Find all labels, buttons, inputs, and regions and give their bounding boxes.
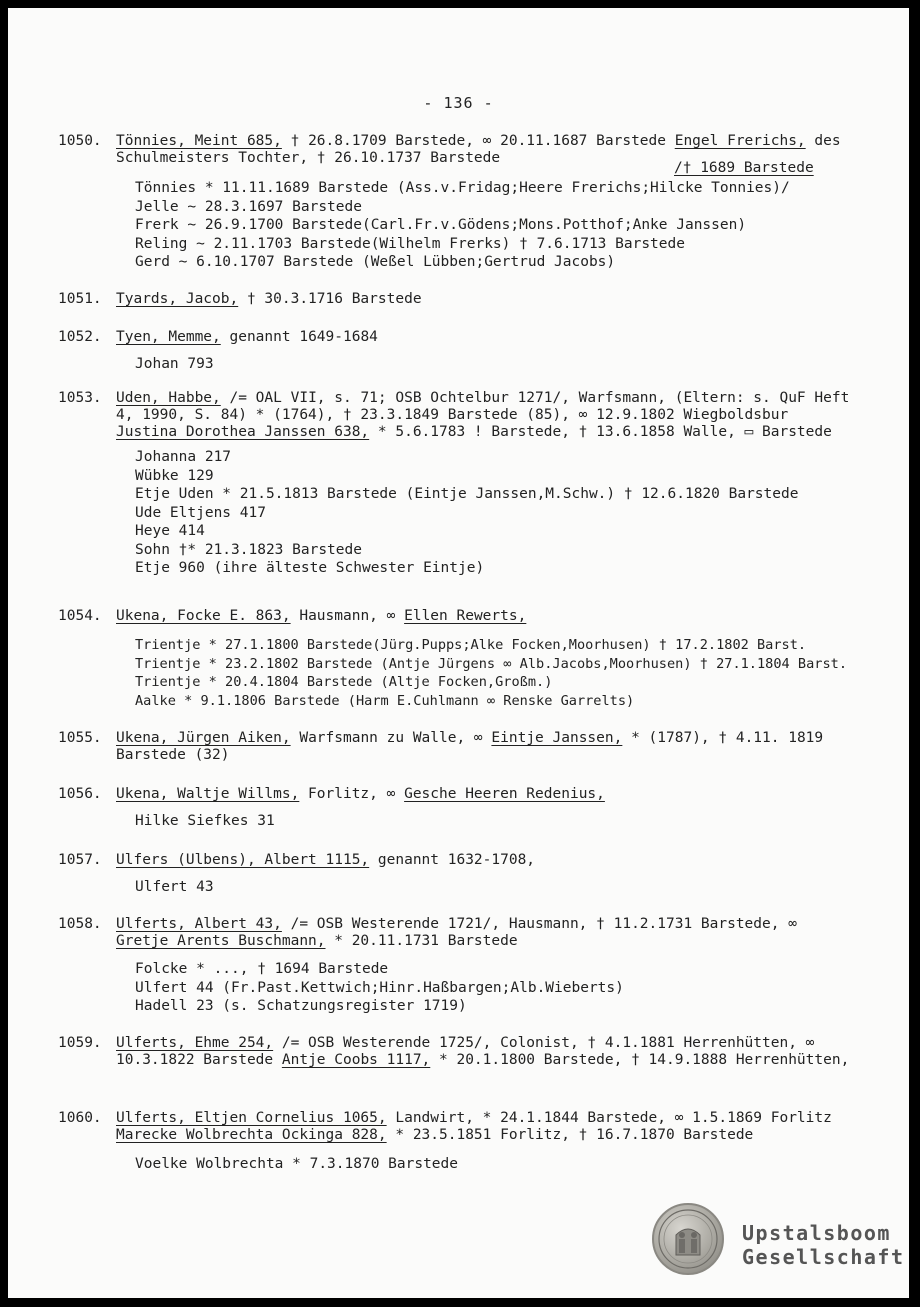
entry-name: Ulfers (Ulbens), Albert 1115, bbox=[116, 852, 370, 868]
entry-1053 bbox=[58, 390, 858, 579]
children-list bbox=[135, 1156, 858, 1175]
entry-name: Ulferts, Ehme 254, bbox=[116, 1035, 274, 1051]
child-line: Ulfert 44 (Fr.Past.Kettwich;Hinr.Haßbargen;Alb.Wieberts) bbox=[135, 979, 624, 996]
entry-spouse: Gesche Heeren Redenius, bbox=[404, 786, 605, 802]
entry-text2: * (1787), † 4.11. 1819 Barstede (32) bbox=[116, 730, 824, 763]
entry-1054 bbox=[58, 608, 858, 711]
entry-1059 bbox=[58, 1035, 858, 1069]
entry-number: 1052. bbox=[58, 329, 102, 345]
child-line: Ude Eltjens 417 bbox=[135, 504, 266, 521]
logo-line1: Upstalsboom bbox=[742, 1221, 891, 1245]
entry-text2: * 23.5.1851 Forlitz, † 16.7.1870 Barstede bbox=[386, 1127, 754, 1143]
entry-spouse: Antje Coobs 1117, bbox=[281, 1052, 431, 1068]
children-list bbox=[135, 879, 858, 898]
child-line: Etje 960 (ihre älteste Schwester Eintje) bbox=[135, 560, 485, 576]
child-line: Ulfert 43 bbox=[135, 879, 214, 895]
entry-number: 1050. bbox=[58, 133, 102, 149]
children-list bbox=[135, 180, 858, 273]
seal-icon bbox=[652, 1203, 724, 1275]
child-line: Etje Uden * 21.5.1813 Barstede (Eintje Janssen,M.Schw.) † 12.6.1820 Barstede bbox=[135, 486, 799, 502]
child-line: Voelke Wolbrechta * 7.3.1870 Barstede bbox=[135, 1156, 459, 1172]
child-line: Frerk ~ 26.9.1700 Barstede(Carl.Fr.v.Gödens;Mons.Potthof;Anke Janssen) bbox=[135, 217, 747, 233]
entry-number: 1056. bbox=[58, 786, 102, 802]
entry-text: Forlitz, ∞ bbox=[299, 786, 405, 802]
entry-1056 bbox=[58, 786, 858, 832]
child-line: Johanna 217 bbox=[135, 449, 232, 465]
entry-name: Ukena, Jürgen Aiken, bbox=[116, 730, 291, 746]
entry-text2: des Schulmeisters Tochter, † 26.10.1737 Barstede bbox=[116, 133, 841, 166]
entry-1055 bbox=[58, 730, 858, 764]
entry-number: 1060. bbox=[58, 1110, 102, 1126]
entry-name: Ulferts, Albert 43, bbox=[116, 916, 282, 932]
entry-name: Ukena, Focke E. 863, bbox=[116, 608, 291, 624]
entry-spouse: Gretje Arents Buschmann, bbox=[116, 933, 326, 949]
entry-1052 bbox=[58, 329, 858, 375]
entry-text2: * 20.11.1731 Barstede bbox=[325, 933, 518, 949]
entry-text: † 26.8.1709 Barstede, ∞ 20.11.1687 Barstede bbox=[281, 133, 675, 149]
child-line: Gerd ~ 6.10.1707 Barstede (Weßel Lübben;Gertrud Jacobs) bbox=[135, 254, 616, 270]
entry-text: Hausmann, ∞ bbox=[290, 608, 405, 624]
child-line: Johan 793 bbox=[135, 356, 214, 372]
society-logo bbox=[648, 1203, 905, 1283]
entry-spouse: Eintje Janssen, bbox=[491, 730, 623, 746]
page-number: - 136 - bbox=[423, 94, 494, 112]
logo-text bbox=[742, 1221, 905, 1269]
entry-name: Ulferts, Eltjen Cornelius 1065, bbox=[116, 1110, 387, 1126]
child-line: Jelle ~ 28.3.1697 Barstede bbox=[135, 198, 362, 215]
entry-spouse: Justina Dorothea Janssen 638, bbox=[116, 424, 370, 440]
entry-number: 1058. bbox=[58, 916, 102, 932]
entry-name: Tyards, Jacob, bbox=[116, 291, 239, 307]
children-list bbox=[135, 813, 858, 832]
entry-number: 1057. bbox=[58, 852, 102, 868]
entry-text: /= OSB Westerende 1721/, Hausmann, † 11.2.1731 Barstede, ∞ bbox=[281, 916, 797, 932]
entry-name: Tyen, Memme, bbox=[116, 329, 221, 345]
entry-spouse: Engel Frerichs, bbox=[674, 133, 806, 149]
entry-text: genannt 1632-1708, bbox=[369, 852, 536, 868]
entry-1051 bbox=[58, 291, 858, 308]
entry-number: 1054. bbox=[58, 608, 102, 624]
children-list bbox=[135, 961, 858, 1017]
child-line: Trientje * 20.4.1804 Barstede (Altje Focken,Großm.) bbox=[135, 674, 553, 690]
entry-text2: * 5.6.1783 ! Barstede, † 13.6.1858 Walle, ▭ Barstede bbox=[369, 424, 832, 440]
death-note: /† 1689 Barstede bbox=[674, 160, 814, 176]
child-line: Heye 414 bbox=[135, 523, 205, 539]
entry-name: Ukena, Waltje Willms, bbox=[116, 786, 300, 802]
document-page bbox=[8, 8, 909, 1298]
entry-text2: * 20.1.1800 Barstede, † 14.9.1888 Herrenhütten, bbox=[430, 1052, 850, 1068]
child-line: Hilke Siefkes 31 bbox=[135, 813, 275, 829]
logo-line2: Gesellschaft bbox=[742, 1245, 905, 1269]
entry-name: Uden, Habbe, bbox=[116, 390, 221, 406]
child-line: Wübke 129 bbox=[135, 467, 214, 484]
child-line: Aalke * 9.1.1806 Barstede (Harm E.Cuhlmann ∞ Renske Garrelts) bbox=[135, 692, 635, 709]
entry-1050 bbox=[58, 133, 858, 273]
children-list bbox=[135, 356, 858, 375]
entry-number: 1059. bbox=[58, 1035, 102, 1051]
child-line: Trientje * 23.2.1802 Barstede (Antje Jürgens ∞ Alb.Jacobs,Moorhusen) † 27.1.1804 Barst. bbox=[135, 655, 848, 672]
entry-text: Warfsmann zu Walle, ∞ bbox=[290, 730, 492, 746]
entry-text: † 30.3.1716 Barstede bbox=[238, 291, 422, 307]
child-line: Trientje * 27.1.1800 Barstede(Jürg.Pupps;Alke Focken,Moorhusen) † 17.2.1802 Barst. bbox=[135, 637, 807, 653]
child-line: Tönnies * 11.11.1689 Barstede (Ass.v.Fridag;Heere Frerichs;Hilcke Tonnies)/ bbox=[135, 180, 790, 196]
entry-number: 1053. bbox=[58, 390, 102, 406]
entry-name: Tönnies, Meint 685, bbox=[116, 133, 282, 149]
entry-1058 bbox=[58, 916, 858, 1017]
entry-text: /= OAL VII, s. 71; OSB Ochtelbur 1271/, Warfsmann, (Eltern: s. QuF Heft 4, 1990, S. 84) * (1764), † 23.3.1849 Barstede (85), ∞ 12.9.1802 Wiegboldsbur bbox=[116, 390, 850, 423]
entry-1060 bbox=[58, 1110, 858, 1175]
entry-text: genannt 1649-1684 bbox=[220, 329, 378, 345]
entry-number: 1051. bbox=[58, 291, 102, 307]
entry-spouse: Marecke Wolbrechta Ockinga 828, bbox=[116, 1127, 387, 1143]
entry-text: Landwirt, * 24.1.1844 Barstede, ∞ 1.5.1869 Forlitz bbox=[386, 1110, 832, 1126]
entry-1057 bbox=[58, 852, 858, 898]
child-line: Hadell 23 (s. Schatzungsregister 1719) bbox=[135, 998, 467, 1014]
child-line: Reling ~ 2.11.1703 Barstede(Wilhelm Frerks) † 7.6.1713 Barstede bbox=[135, 235, 685, 252]
entry-text: /= OSB Westerende 1725/, Colonist, † 4.1.1881 Herrenhütten, ∞ 10.3.1822 Barstede bbox=[116, 1035, 815, 1068]
children-list bbox=[135, 449, 858, 579]
child-line: Sohn †* 21.3.1823 Barstede bbox=[135, 541, 362, 558]
entry-spouse: Ellen Rewerts, bbox=[404, 608, 527, 624]
children-list bbox=[135, 637, 858, 711]
child-line: Folcke * ..., † 1694 Barstede bbox=[135, 961, 389, 977]
entry-number: 1055. bbox=[58, 730, 102, 746]
